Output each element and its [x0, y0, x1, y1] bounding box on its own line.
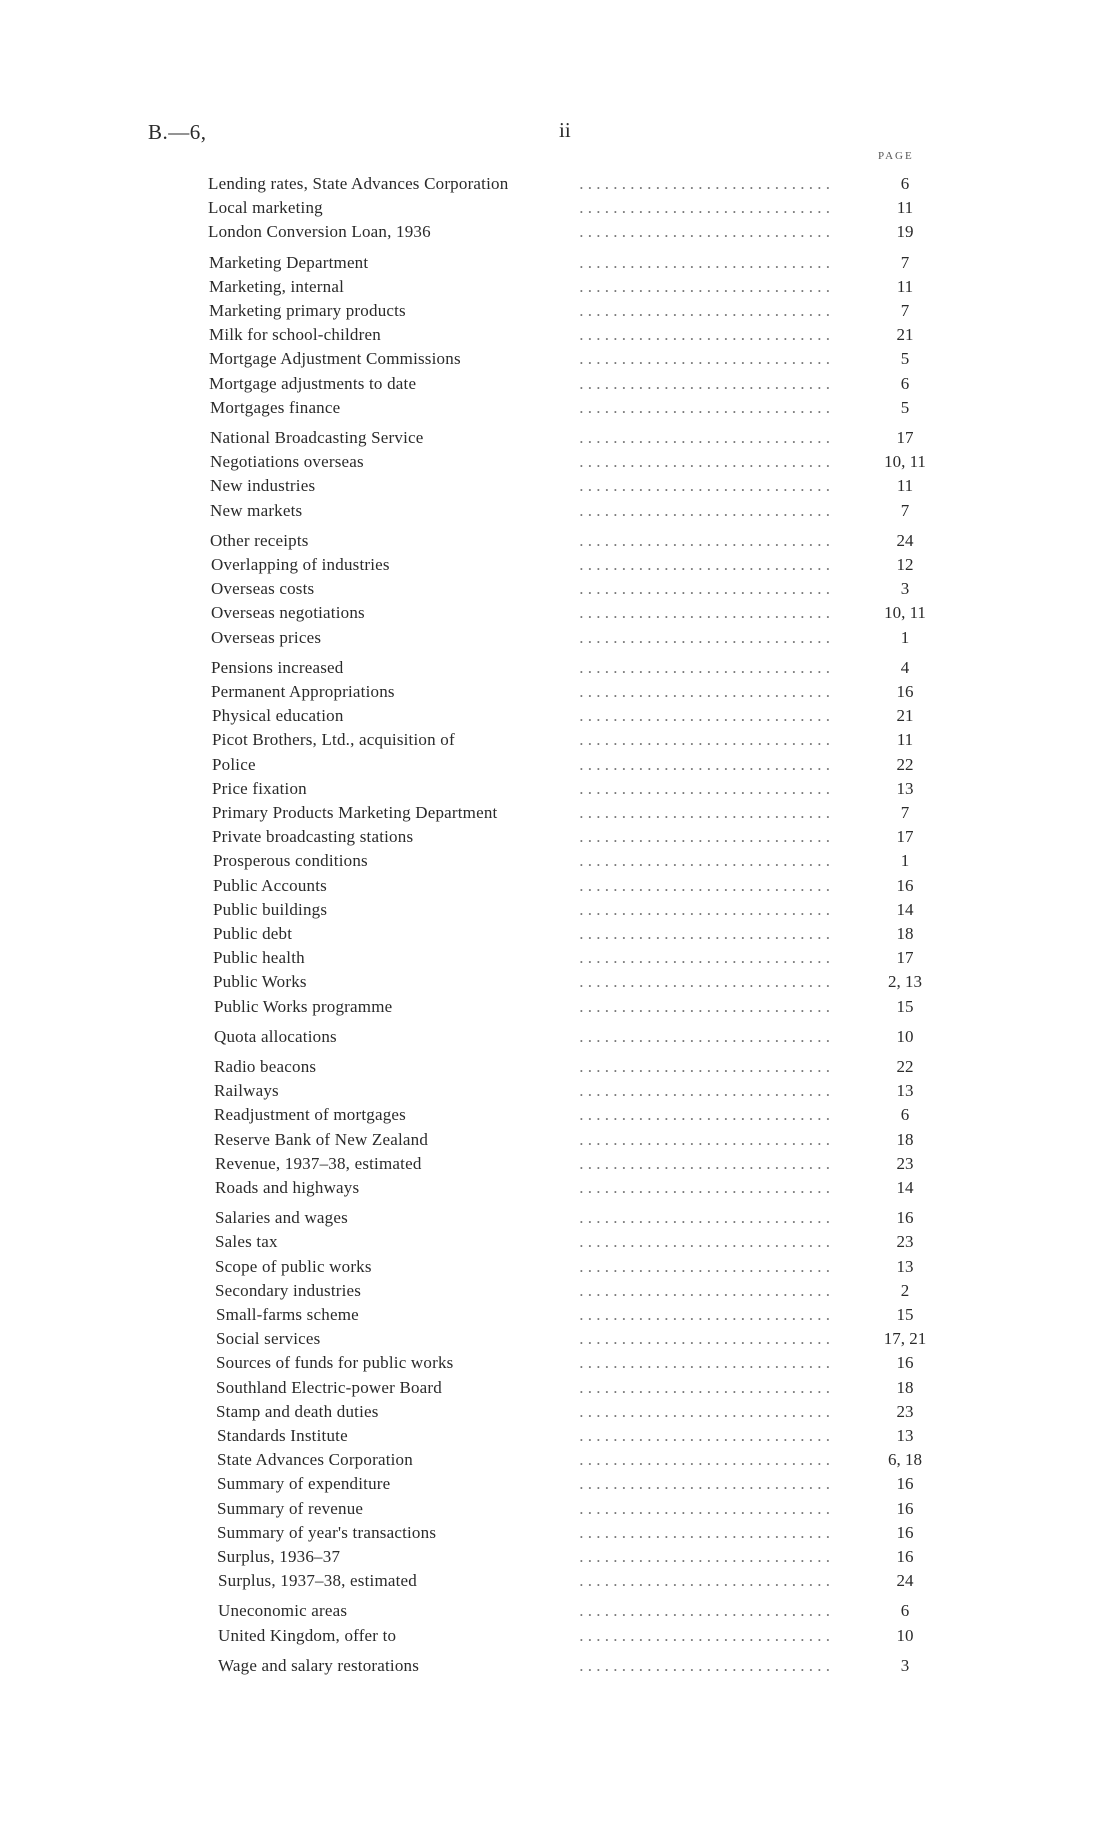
dot-leader: . . . . . . . . . . . . . . . . . . . . . . . . . . . . . .: [579, 755, 830, 774]
dot-leader: . . . . . . . . . . . . . . . . . . . . . . . . . . . . . .: [579, 706, 830, 725]
index-entry: [216, 1303, 920, 1327]
dot-leader: . . . . . . . . . . . . . . . . . . . . . . . . . . . . . .: [579, 1154, 830, 1173]
index-term: Salaries and wages: [215, 1206, 352, 1230]
page-reference: 3: [860, 1654, 950, 1678]
dot-leader: . . . . . . . . . . . . . . . . . . . . . . . . . . . . . .: [579, 682, 830, 701]
index-term: Summary of year's transactions: [217, 1521, 440, 1545]
dot-leader: . . . . . . . . . . . . . . . . . . . . . . . . . . . . . .: [579, 1571, 830, 1590]
index-term: Secondary industries: [215, 1279, 365, 1303]
page-reference: 5: [860, 347, 950, 371]
page-reference: 19: [860, 220, 950, 244]
index-entry: [215, 1206, 920, 1230]
dot-leader: . . . . . . . . . . . . . . . . . . . . . . . . . . . . . .: [579, 1353, 830, 1372]
index-term: Overseas costs: [211, 577, 318, 601]
index-entry: [215, 1279, 920, 1303]
index-entry: [218, 1654, 920, 1678]
page-reference: 16: [860, 1497, 950, 1521]
index-entry: [213, 946, 920, 970]
page-reference: 10, 11: [860, 450, 950, 474]
page-reference: 21: [860, 704, 950, 728]
index-entry: [211, 680, 920, 704]
page-reference: 6: [860, 1103, 950, 1127]
index-entry: [211, 577, 920, 601]
index-term: Quota allocations: [214, 1025, 341, 1049]
index-entry: [216, 1400, 920, 1424]
page-reference: 13: [860, 1255, 950, 1279]
page-reference: 13: [860, 1079, 950, 1103]
dot-leader: . . . . . . . . . . . . . . . . . . . . . . . . . . . . . .: [579, 277, 830, 296]
dot-leader: . . . . . . . . . . . . . . . . . . . . . . . . . . . . . .: [579, 924, 830, 943]
index-term: Milk for school-children: [209, 323, 385, 347]
index-term: Mortgages finance: [210, 396, 344, 420]
page-reference: 10: [860, 1624, 950, 1648]
index-entry: [214, 1055, 920, 1079]
page-reference: 11: [860, 275, 950, 299]
page-reference: 23: [860, 1230, 950, 1254]
dot-leader: . . . . . . . . . . . . . . . . . . . . . . . . . . . . . .: [579, 1474, 830, 1493]
dot-leader: . . . . . . . . . . . . . . . . . . . . . . . . . . . . . .: [579, 1081, 830, 1100]
page-number: ii: [559, 118, 571, 142]
index-entry: [209, 299, 920, 323]
page-reference: 23: [860, 1400, 950, 1424]
index-term: Other receipts: [210, 529, 313, 553]
index-term: Overlapping of industries: [211, 553, 394, 577]
page-reference: 10, 11: [860, 601, 950, 625]
dot-leader: . . . . . . . . . . . . . . . . . . . . . . . . . . . . . .: [579, 1057, 830, 1076]
dot-leader: . . . . . . . . . . . . . . . . . . . . . . . . . . . . . .: [579, 428, 830, 447]
dot-leader: . . . . . . . . . . . . . . . . . . . . . . . . . . . . . .: [579, 1027, 830, 1046]
dot-leader: . . . . . . . . . . . . . . . . . . . . . . . . . . . . . .: [579, 876, 830, 895]
page-column-heading: PAGE: [878, 150, 914, 162]
page-reference: 14: [860, 1176, 950, 1200]
page-reference: 11: [860, 474, 950, 498]
index-entry: [209, 372, 920, 396]
dot-leader: . . . . . . . . . . . . . . . . . . . . . . . . . . . . . .: [579, 658, 830, 677]
dot-leader: . . . . . . . . . . . . . . . . . . . . . . . . . . . . . .: [579, 1105, 830, 1124]
dot-leader: . . . . . . . . . . . . . . . . . . . . . . . . . . . . . .: [579, 827, 830, 846]
index-term: Negotiations overseas: [210, 450, 368, 474]
dot-leader: . . . . . . . . . . . . . . . . . . . . . . . . . . . . . .: [579, 948, 830, 967]
dot-leader: . . . . . . . . . . . . . . . . . . . . . . . . . . . . . .: [579, 1450, 830, 1469]
index-term: Small-farms scheme: [216, 1303, 363, 1327]
index-entry: [210, 474, 920, 498]
index-entry: [210, 450, 926, 474]
page-reference: 2: [860, 1279, 950, 1303]
index-term: Physical education: [212, 704, 348, 728]
index-term: Marketing, internal: [209, 275, 348, 299]
index-term: New markets: [210, 499, 306, 523]
index-entry: [212, 728, 920, 752]
index-entry: [213, 922, 920, 946]
index-term: United Kingdom, offer to: [218, 1624, 400, 1648]
dot-leader: . . . . . . . . . . . . . . . . . . . . . . . . . . . . . .: [579, 779, 830, 798]
index-entry: [210, 426, 920, 450]
index-term: Stamp and death duties: [216, 1400, 383, 1424]
page-reference: 22: [860, 753, 950, 777]
index-entry: [211, 626, 920, 650]
dot-leader: . . . . . . . . . . . . . . . . . . . . . . . . . . . . . .: [579, 579, 830, 598]
dot-leader: . . . . . . . . . . . . . . . . . . . . . . . . . . . . . .: [579, 1232, 830, 1251]
index-term: Marketing primary products: [209, 299, 410, 323]
index-term: Local marketing: [208, 196, 327, 220]
dot-leader: . . . . . . . . . . . . . . . . . . . . . . . . . . . . . .: [579, 198, 830, 217]
dot-leader: . . . . . . . . . . . . . . . . . . . . . . . . . . . . . .: [579, 1208, 830, 1227]
page-reference: 17: [860, 946, 950, 970]
index-entry: [211, 553, 920, 577]
index-term: Surplus, 1936–37: [217, 1545, 344, 1569]
index-entry: [209, 323, 920, 347]
index-entry: [212, 825, 920, 849]
dot-leader: . . . . . . . . . . . . . . . . . . . . . . . . . . . . . .: [579, 325, 830, 344]
dot-leader: . . . . . . . . . . . . . . . . . . . . . . . . . . . . . .: [579, 452, 830, 471]
index-entry: [210, 396, 920, 420]
dot-leader: . . . . . . . . . . . . . . . . . . . . . . . . . . . . . .: [579, 1656, 830, 1675]
index-entry: [214, 1025, 920, 1049]
page-reference: 16: [860, 874, 950, 898]
index-entry: [216, 1351, 920, 1375]
page-reference: 7: [860, 499, 950, 523]
index-term: Public Accounts: [213, 874, 331, 898]
page-reference: 13: [860, 777, 950, 801]
dot-leader: . . . . . . . . . . . . . . . . . . . . . . . . . . . . . .: [579, 1547, 830, 1566]
dot-leader: . . . . . . . . . . . . . . . . . . . . . . . . . . . . . .: [579, 253, 830, 272]
page-reference: 18: [860, 1128, 950, 1152]
page-reference: 24: [860, 529, 950, 553]
index-entry: [218, 1569, 920, 1593]
page-reference: 16: [860, 1545, 950, 1569]
index-entry: [217, 1521, 920, 1545]
index-entry: [209, 251, 920, 275]
index-term: Uneconomic areas: [218, 1599, 351, 1623]
dot-leader: . . . . . . . . . . . . . . . . . . . . . . . . . . . . . .: [579, 900, 830, 919]
page-reference: 22: [860, 1055, 950, 1079]
index-entry: [212, 777, 920, 801]
index-entry: [213, 970, 920, 994]
index-entry: [210, 499, 920, 523]
index-entry: [217, 1448, 920, 1472]
index-term: Revenue, 1937–38, estimated: [215, 1152, 426, 1176]
page-reference: 24: [860, 1569, 950, 1593]
dot-leader: . . . . . . . . . . . . . . . . . . . . . . . . . . . . . .: [579, 1305, 830, 1324]
index-entry: [213, 849, 920, 873]
index-entry: [214, 1079, 920, 1103]
index-term: Reserve Bank of New Zealand: [214, 1128, 432, 1152]
page-reference: 16: [860, 1521, 950, 1545]
page-reference: 18: [860, 1376, 950, 1400]
index-entry: [208, 172, 920, 196]
index-entry: [218, 1599, 920, 1623]
index-term: Public buildings: [213, 898, 331, 922]
index-term: Lending rates, State Advances Corporation: [208, 172, 512, 196]
dot-leader: . . . . . . . . . . . . . . . . . . . . . . . . . . . . . .: [579, 628, 830, 647]
dot-leader: . . . . . . . . . . . . . . . . . . . . . . . . . . . . . .: [579, 803, 830, 822]
page-reference: 5: [860, 396, 950, 420]
page-reference: 6: [860, 372, 950, 396]
index-term: Summary of expenditure: [217, 1472, 394, 1496]
index-entry: [209, 347, 920, 371]
index-entry: [217, 1545, 920, 1569]
index-term: Mortgage adjustments to date: [209, 372, 420, 396]
index-entry: [213, 874, 920, 898]
index-term: Primary Products Marketing Department: [212, 801, 501, 825]
page-reference: 3: [860, 577, 950, 601]
index-entry: [210, 529, 920, 553]
index-entry: [212, 753, 920, 777]
index-term: Marketing Department: [209, 251, 372, 275]
dot-leader: . . . . . . . . . . . . . . . . . . . . . . . . . . . . . .: [579, 997, 830, 1016]
page-reference: 17, 21: [860, 1327, 950, 1351]
index-term: Wage and salary restorations: [218, 1654, 423, 1678]
index-term: Railways: [214, 1079, 283, 1103]
index-term: Public health: [213, 946, 309, 970]
page-reference: 16: [860, 1472, 950, 1496]
index-entry: [211, 656, 920, 680]
dot-leader: . . . . . . . . . . . . . . . . . . . . . . . . . . . . . .: [579, 1499, 830, 1518]
index-entry: [208, 220, 920, 244]
dot-leader: . . . . . . . . . . . . . . . . . . . . . . . . . . . . . .: [579, 1130, 830, 1149]
page-reference: 15: [860, 1303, 950, 1327]
page-reference: 15: [860, 995, 950, 1019]
index-term: State Advances Corporation: [217, 1448, 417, 1472]
index-term: Prosperous conditions: [213, 849, 372, 873]
index-term: Permanent Appropriations: [211, 680, 399, 704]
page-reference: 7: [860, 251, 950, 275]
index-entry: [212, 704, 920, 728]
index-entry: [216, 1327, 927, 1351]
index-term: Social services: [216, 1327, 325, 1351]
index-term: Police: [212, 753, 260, 777]
index-entry: [214, 1128, 920, 1152]
index-term: Sources of funds for public works: [216, 1351, 457, 1375]
dot-leader: . . . . . . . . . . . . . . . . . . . . . . . . . . . . . .: [579, 1523, 830, 1542]
page-reference: 14: [860, 898, 950, 922]
index-term: Roads and highways: [215, 1176, 363, 1200]
dot-leader: . . . . . . . . . . . . . . . . . . . . . . . . . . . . . .: [579, 1378, 830, 1397]
index-term: New industries: [210, 474, 319, 498]
dot-leader: . . . . . . . . . . . . . . . . . . . . . . . . . . . . . .: [579, 1426, 830, 1445]
page-reference: 11: [860, 196, 950, 220]
dot-leader: . . . . . . . . . . . . . . . . . . . . . . . . . . . . . .: [579, 222, 830, 241]
page-reference: 7: [860, 299, 950, 323]
dot-leader: . . . . . . . . . . . . . . . . . . . . . . . . . . . . . .: [579, 555, 830, 574]
page-reference: 1: [860, 626, 950, 650]
dot-leader: . . . . . . . . . . . . . . . . . . . . . . . . . . . . . .: [579, 1402, 830, 1421]
dot-leader: . . . . . . . . . . . . . . . . . . . . . . . . . . . . . .: [579, 501, 830, 520]
index-entry: [214, 995, 920, 1019]
index-term: Standards Institute: [217, 1424, 352, 1448]
index-entry: [217, 1424, 920, 1448]
dot-leader: . . . . . . . . . . . . . . . . . . . . . . . . . . . . . .: [579, 531, 830, 550]
index-term: Pensions increased: [211, 656, 348, 680]
dot-leader: . . . . . . . . . . . . . . . . . . . . . . . . . . . . . .: [579, 730, 830, 749]
page-reference: 6: [860, 172, 950, 196]
index-term: Scope of public works: [215, 1255, 376, 1279]
document-reference: B.—6,: [148, 120, 207, 144]
page-reference: 18: [860, 922, 950, 946]
page-reference: 6: [860, 1599, 950, 1623]
page-reference: 16: [860, 1206, 950, 1230]
index-entry: [215, 1230, 920, 1254]
index-term: Surplus, 1937–38, estimated: [218, 1569, 421, 1593]
dot-leader: . . . . . . . . . . . . . . . . . . . . . . . . . . . . . .: [579, 603, 830, 622]
index-term: Overseas negotiations: [211, 601, 369, 625]
index-entry: [214, 1103, 920, 1127]
index-term: Mortgage Adjustment Commissions: [209, 347, 465, 371]
page-reference: 16: [860, 680, 950, 704]
dot-leader: . . . . . . . . . . . . . . . . . . . . . . . . . . . . . .: [579, 301, 830, 320]
index-term: Price fixation: [212, 777, 311, 801]
page-reference: 11: [860, 728, 950, 752]
index-entry: [215, 1176, 920, 1200]
index-term: Public Works programme: [214, 995, 396, 1019]
dot-leader: . . . . . . . . . . . . . . . . . . . . . . . . . . . . . .: [579, 1257, 830, 1276]
index-entry: [218, 1624, 920, 1648]
dot-leader: . . . . . . . . . . . . . . . . . . . . . . . . . . . . . .: [579, 1329, 830, 1348]
page-reference: 10: [860, 1025, 950, 1049]
dot-leader: . . . . . . . . . . . . . . . . . . . . . . . . . . . . . .: [579, 476, 830, 495]
page-reference: 7: [860, 801, 950, 825]
page-reference: 17: [860, 426, 950, 450]
page-reference: 12: [860, 553, 950, 577]
index-entry: [215, 1152, 920, 1176]
page-reference: 2, 13: [860, 970, 950, 994]
index-entry: [215, 1255, 920, 1279]
index-entry: [213, 898, 920, 922]
index-term: Public debt: [213, 922, 296, 946]
dot-leader: . . . . . . . . . . . . . . . . . . . . . . . . . . . . . .: [579, 374, 830, 393]
index-entry: [216, 1376, 920, 1400]
dot-leader: . . . . . . . . . . . . . . . . . . . . . . . . . . . . . .: [579, 1626, 830, 1645]
index-entry: [209, 275, 920, 299]
index-term: Public Works: [213, 970, 311, 994]
page-reference: 17: [860, 825, 950, 849]
index-term: Readjustment of mortgages: [214, 1103, 410, 1127]
dot-leader: . . . . . . . . . . . . . . . . . . . . . . . . . . . . . .: [579, 972, 830, 991]
page-reference: 6, 18: [860, 1448, 950, 1472]
index-term: Radio beacons: [214, 1055, 320, 1079]
index-entry: [217, 1472, 920, 1496]
page-reference: 21: [860, 323, 950, 347]
dot-leader: . . . . . . . . . . . . . . . . . . . . . . . . . . . . . .: [579, 349, 830, 368]
index-term: Summary of revenue: [217, 1497, 367, 1521]
dot-leader: . . . . . . . . . . . . . . . . . . . . . . . . . . . . . .: [579, 1178, 830, 1197]
index-term: Picot Brothers, Ltd., acquisition of: [212, 728, 459, 752]
index-term: London Conversion Loan, 1936: [208, 220, 435, 244]
page-reference: 1: [860, 849, 950, 873]
index-term: Southland Electric-power Board: [216, 1376, 446, 1400]
index-entry: [211, 601, 926, 625]
index-entry: [212, 801, 920, 825]
index-entry: [217, 1497, 920, 1521]
index-term: Overseas prices: [211, 626, 325, 650]
page-reference: 4: [860, 656, 950, 680]
page-reference: 13: [860, 1424, 950, 1448]
page-reference: 16: [860, 1351, 950, 1375]
page-reference: 23: [860, 1152, 950, 1176]
index-term: Private broadcasting stations: [212, 825, 417, 849]
dot-leader: . . . . . . . . . . . . . . . . . . . . . . . . . . . . . .: [579, 1601, 830, 1620]
dot-leader: . . . . . . . . . . . . . . . . . . . . . . . . . . . . . .: [579, 851, 830, 870]
index-term: Sales tax: [215, 1230, 282, 1254]
index-entry: [208, 196, 920, 220]
dot-leader: . . . . . . . . . . . . . . . . . . . . . . . . . . . . . .: [579, 1281, 830, 1300]
index-term: National Broadcasting Service: [210, 426, 428, 450]
dot-leader: . . . . . . . . . . . . . . . . . . . . . . . . . . . . . .: [579, 174, 830, 193]
dot-leader: . . . . . . . . . . . . . . . . . . . . . . . . . . . . . .: [579, 398, 830, 417]
